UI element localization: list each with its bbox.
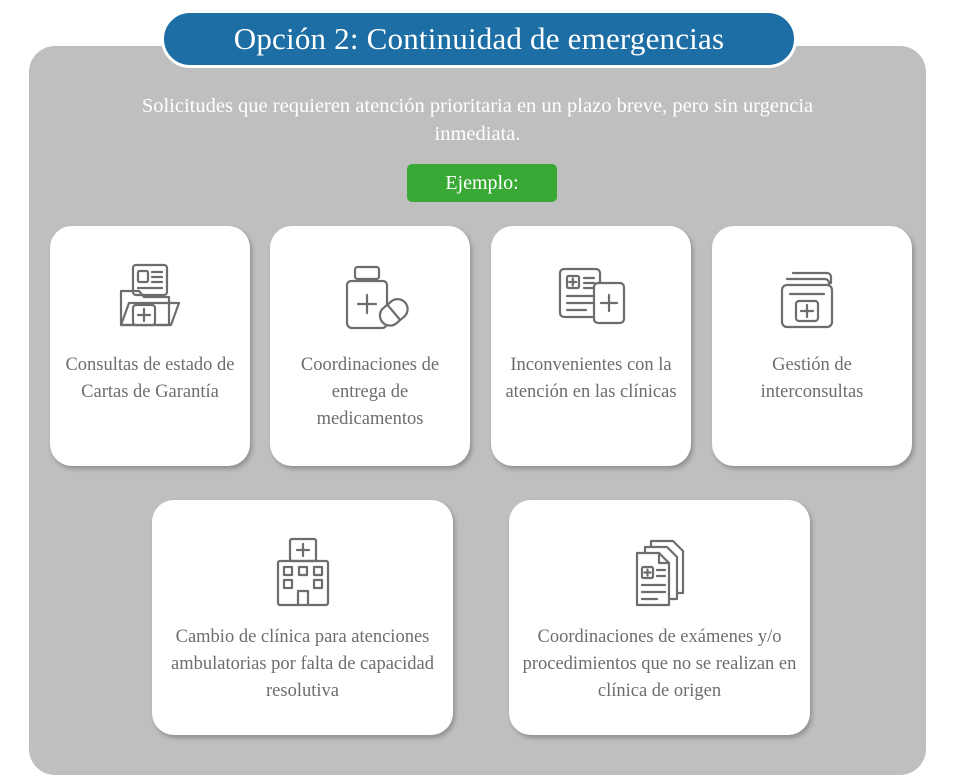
card-label: Inconvenientes con la atención en las clínicas xyxy=(505,355,677,402)
card-inconvenientes-clinicas[interactable] xyxy=(491,226,691,466)
subtitle-text: Solicitudes que requieren atención prioritaria en un plazo breve, pero sin urgencia inmediata. xyxy=(141,95,814,145)
medicine-bottle-pills-icon xyxy=(327,256,413,342)
card-coordinaciones-examenes[interactable] xyxy=(509,500,810,735)
card-label: Consultas de estado de Cartas de Garantía xyxy=(65,355,235,402)
card-coordinaciones-medicamentos[interactable] xyxy=(270,226,470,466)
card-cambio-clinica-ambulatoria[interactable] xyxy=(152,500,453,735)
card-label: Gestión de interconsultas xyxy=(760,355,864,402)
card-consultas-cartas-garantia[interactable] xyxy=(50,226,250,466)
medical-documents-icon xyxy=(548,256,634,342)
folder-medical-cross-icon xyxy=(769,256,855,342)
card-label: Cambio de clínica para atenciones ambulatorias por falta de capacidad resolutiva xyxy=(171,627,434,701)
page-title: Opción 2: Continuidad de emergencias xyxy=(233,21,725,56)
card-label: Coordinaciones de exámenes y/o procedimientos que no se realizan en clínica de origen xyxy=(522,627,797,701)
option-title-banner xyxy=(161,10,797,68)
example-badge xyxy=(407,164,557,202)
card-gestion-interconsultas[interactable] xyxy=(712,226,912,466)
folder-id-card-medical-icon xyxy=(107,256,193,342)
medical-report-pages-icon xyxy=(617,530,703,616)
example-badge-label: Ejemplo: xyxy=(445,171,519,194)
hospital-building-icon xyxy=(260,530,346,616)
card-label: Coordinaciones de entrega de medicamentos xyxy=(300,355,440,429)
